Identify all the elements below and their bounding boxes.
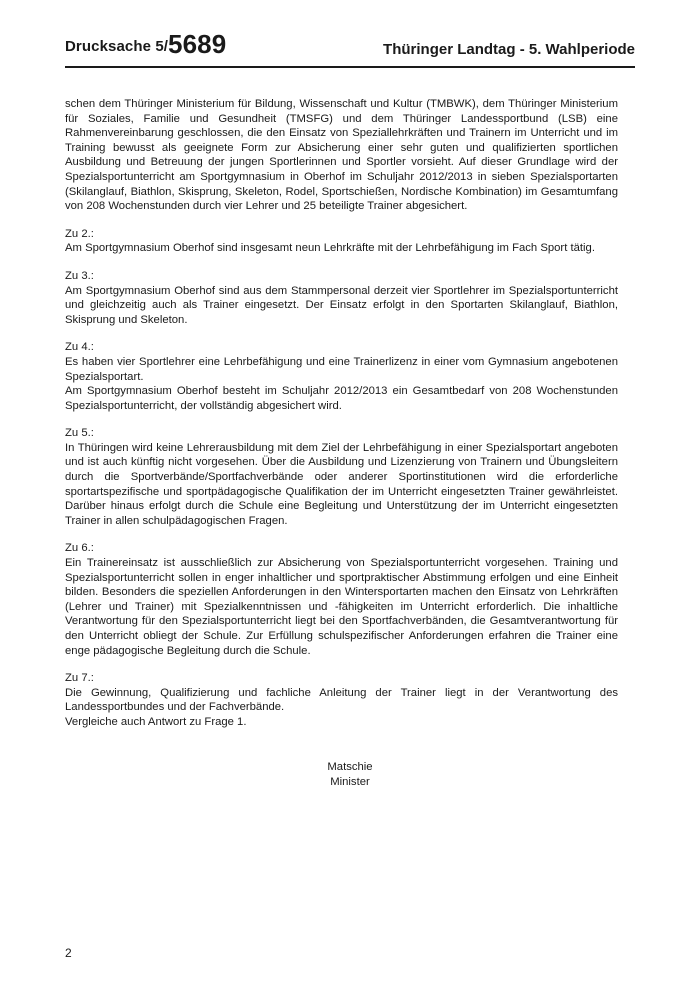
- answer-paragraph: Am Sportgymnasium Oberhof sind insgesamt neun Lehrkräfte mit der Lehrbefähigung im Fach Sport tätig.: [65, 242, 595, 255]
- answer-section-4: [65, 340, 618, 413]
- legislature-period: Thüringer Landtag - 5. Wahlperiode: [383, 41, 635, 58]
- answer-paragraph: Die Gewinnung, Qualifizierung und fachliche Anleitung der Trainer liegt in der Verantwortung des Landessportbundes und der Fachverbände.: [65, 686, 618, 714]
- signature-block: [0, 760, 700, 789]
- intro-section: [65, 97, 618, 214]
- answer-section-6: [65, 541, 618, 658]
- answer-heading: Zu 6.:: [65, 542, 94, 555]
- page-header: [65, 28, 635, 64]
- answer-section-2: [65, 227, 618, 256]
- answer-paragraph: Am Sportgymnasium Oberhof besteht im Schuljahr 2012/2013 ein Gesamtbedarf von 208 Wochenstunden Spezialsportunterricht, der vollständig abgesichert wird.: [65, 385, 618, 412]
- answer-paragraph: In Thüringen wird keine Lehrerausbildung mit dem Ziel der Lehrbefähigung in einer Spezialsportart angeboten und ist auch künftig nicht vorgesehen. Über die Ausbildung und Lizenzierung von Trainern und Übungsleitern durch die Sportverbände/Sportfachverbände oder anderer Sportinstitutionen wird die erforderliche sportartspezifische und sportpädagogische Qualifikation der im Unterricht eingesetzten Trainer gewährleistet. Darüber hinaus erfolgt durch die Schule eine Begleitung und Unterstützung der im Unterricht eingesetzten Trainer in allen schulpädagogischen Fragen.: [65, 441, 618, 527]
- answer-heading: Zu 3.:: [65, 269, 94, 282]
- doc-number: 5689: [168, 29, 227, 59]
- signatory-name: Matschie: [327, 761, 373, 773]
- page-number: 2: [65, 946, 72, 960]
- answer-heading: Zu 4.:: [65, 341, 94, 354]
- answer-paragraph: Vergleiche auch Antwort zu Frage 1.: [65, 715, 247, 728]
- signatory-title: Minister: [330, 775, 370, 788]
- answer-paragraph: Ein Trainereinsatz ist ausschließlich zur Absicherung von Spezialsportunterricht vorgesehen. Training und Spezialsportunterricht sollen in enger inhaltlicher und sportpraktischer Abstimmung erfolgen und eine Einheit bilden. Besonders die speziellen Anforderungen in den Wintersportarten machen den Einsatz von Lehrkräften (Lehrer und Trainer) mit Spezialkenntnissen und -fähigkeiten im Unterricht erforderlich. Die inhaltliche Verantwortung für den Spezialsportunterricht liegt bei den Sportfachverbänden, die Gesamtverantwortung für den Unterricht obliegt der Schule. Zur Erfüllung schulspezifischer Anforderungen erfahren die Trainer eine enge pädagogische Begleitung durch die Schule.: [65, 557, 618, 657]
- doc-label: Drucksache 5/: [65, 38, 169, 55]
- answer-heading: Zu 2.:: [65, 227, 94, 240]
- answer-paragraph: Es haben vier Sportlehrer eine Lehrbefähigung und eine Trainerlizenz in einer vom Gymnasium angebotenen Spezialsportart.: [65, 355, 618, 383]
- intro-paragraph: schen dem Thüringer Ministerium für Bildung, Wissenschaft und Kultur (TMBWK), dem Thüringer Ministerium für Soziales, Familie und Gesundheit (TMSFG) und dem Thüringer Landessportbund (LSB) eine Rahmenvereinbarung geschlossen, die den Einsatz von Speziallehrkräften und Trainern im Unterricht und im Training bewusst als geeignete Form zur Absicherung einer sehr guten und qualifizierten sportlichen Ausbildung und Betreuung der jungen Sportlerinnen und Sportler vorsieht. Auf dieser Grundlage wird der Spezialsportunterricht am Sportgymnasium in Oberhof im Schuljahr 2012/2013 in sieben Spezialsportarten (Skilanglauf, Biathlon, Skisprung, Skeleton, Rodel, Sportschießen, Nordische Kombination) im Gesamtumfang von 208 Wochenstunden durch vier Lehrer und 25 beteiligte Trainer abgesichert.: [65, 98, 618, 213]
- answer-heading: Zu 7.:: [65, 672, 94, 685]
- answer-paragraph: Am Sportgymnasium Oberhof sind aus dem Stammpersonal derzeit vier Sportlehrer im Spezialsportunterricht und gleichzeitig auch als Trainer eingesetzt. Der Einsatz erfolgt in den Sportarten Skilanglauf, Biathlon, Skisprung und Skeleton.: [65, 284, 618, 326]
- answer-section-5: [65, 426, 618, 528]
- document-body: [65, 97, 618, 743]
- answer-heading: Zu 5.:: [65, 427, 94, 440]
- answer-section-3: [65, 269, 618, 327]
- header-rule: [65, 66, 635, 68]
- document-number: [65, 27, 226, 58]
- answer-section-7: [65, 671, 618, 729]
